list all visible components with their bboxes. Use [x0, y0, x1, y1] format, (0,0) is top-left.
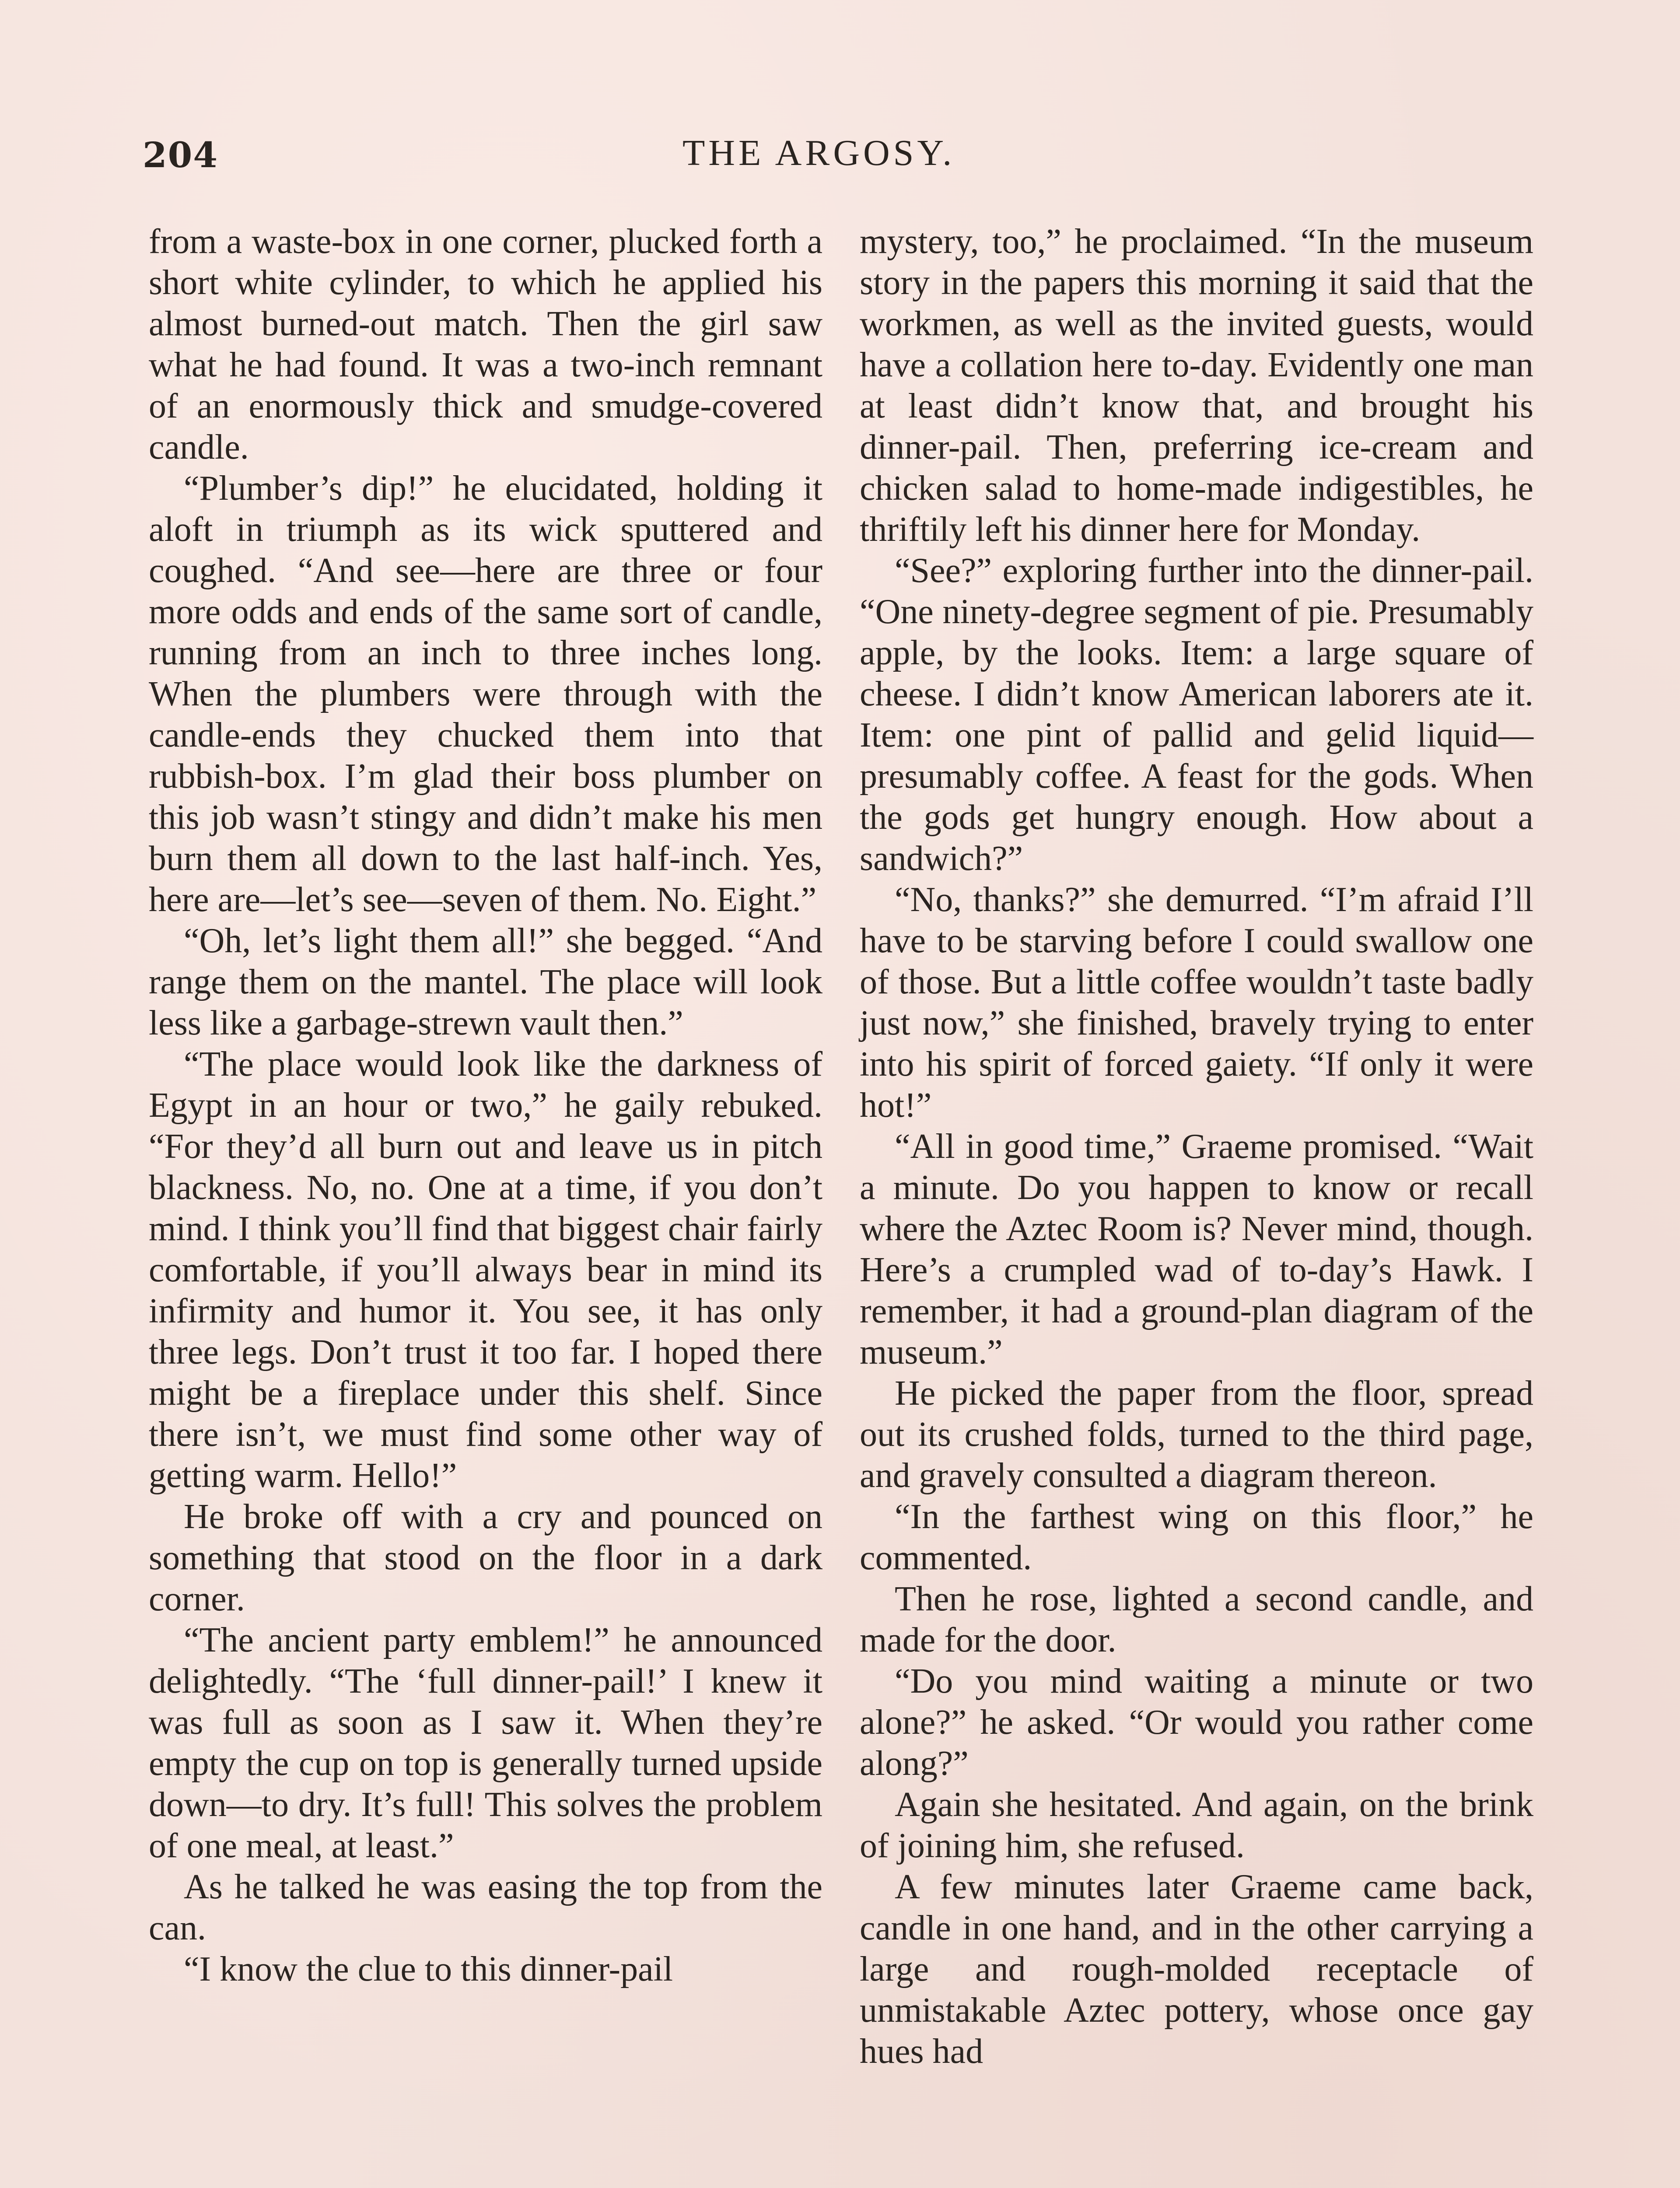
right-column: [860, 221, 1533, 2072]
paragraph: Then he rose, lighted a second candle, and made for the door.: [860, 1580, 1533, 1659]
paragraph: “The ancient party emblem!” he announced delightedly. “The ‘full dinner-pail!’ I knew it was full as soon as I saw it. When they’re empty the cup on top is generally turned upside down—to dry. It’s full! This solves the problem of one meal, at least.”: [149, 1621, 822, 1865]
paragraph: “In the farthest wing on this floor,” he commented.: [860, 1497, 1533, 1577]
paragraph: “Oh, let’s light them all!” she begged. “And range them on the mantel. The place will look less like a garbage-strewn vault then.”: [149, 922, 822, 1042]
paragraph: mystery, too,” he proclaimed. “In the museum story in the papers this morning it said that the workmen, as well as the invited guests, would have a collation here to-day. Evidently one man at least didn’t know that, and brought his dinner-pail. Then, preferring ice-cream and chicken salad to home-made indigestibles, he thriftily left his dinner here for Monday.: [860, 222, 1533, 549]
paragraph: from a waste-box in one corner, plucked forth a short white cylinder, to which he applied his almost burned-out match. Then the girl saw what he had found. It was a two-inch remnant of an enormously thick and smudge-covered candle.: [149, 222, 822, 466]
paragraph: “I know the clue to this dinner-pail: [184, 1950, 673, 1988]
paragraph: Again she hesitated. And again, on the brink of joining him, she refused.: [860, 1785, 1533, 1865]
running-title: THE ARGOSY.: [682, 133, 956, 173]
paragraph: “Do you mind waiting a minute or two alone?” he asked. “Or would you rather come along?”: [860, 1662, 1533, 1783]
paragraph: He broke off with a cry and pounced on something that stood on the floor in a dark corner.: [149, 1497, 822, 1618]
left-column: [149, 221, 822, 1990]
paragraph: “No, thanks?” she demurred. “I’m afraid I’ll have to be starving before I could swallow one of those. But a little coffee wouldn’t taste badly just now,” she finished, bravely trying to enter into his spirit of forced gaiety. “If only it were hot!”: [860, 880, 1533, 1125]
paragraph: “Plumber’s dip!” he elucidated, holding it aloft in triumph as its wick sputtered and coughed. “And see—here are three or four more odds and ends of the same sort of candle, running from an inch to three inches long. When the plumbers were through with the candle-ends they chucked them into that rubbish-box. I’m glad their boss plumber on this job wasn’t stingy and didn’t make his men burn them all down to the last half-inch. Yes, here are—let’s see—seven of them. No. Eight.”: [149, 469, 822, 919]
paragraph: “The place would look like the darkness of Egypt in an hour or two,” he gaily rebuked. “For they’d all burn out and leave us in pitch blackness. No, no. One at a time, if you don’t mind. I think you’ll find that biggest chair fairly comfortable, if you’ll always bear in mind its infirmity and humor it. You see, it has only three legs. Don’t trust it too far. I hoped there might be a fireplace under this shelf. Since there isn’t, we must find some other way of getting warm. Hello!”: [149, 1045, 822, 1495]
page-number: 204: [143, 134, 218, 175]
paragraph: As he talked he was easing the top from the can.: [149, 1868, 822, 1947]
paragraph: “See?” exploring further into the dinner-pail. “One ninety-degree segment of pie. Presumably apple, by the looks. Item: a large square of cheese. I didn’t know American laborers ate it. Item: one pint of pallid and gelid liquid—presumably coffee. A feast for the gods. When the gods get hungry enough. How about a sandwich?”: [860, 551, 1533, 878]
paragraph: A few minutes later Graeme came back, candle in one hand, and in the other carrying a large and rough-molded receptacle of unmistakable Aztec pottery, whose once gay hues had: [860, 1868, 1533, 2071]
paragraph: He picked the paper from the floor, spread out its crushed folds, turned to the third page, and gravely consulted a diagram thereon.: [860, 1374, 1533, 1495]
paragraph: “All in good time,” Graeme promised. “Wait a minute. Do you happen to know or recall where the Aztec Room is? Never mind, though. Here’s a crumpled wad of to-day’s Hawk. I remember, it had a ground-plan diagram of the museum.”: [860, 1127, 1533, 1371]
